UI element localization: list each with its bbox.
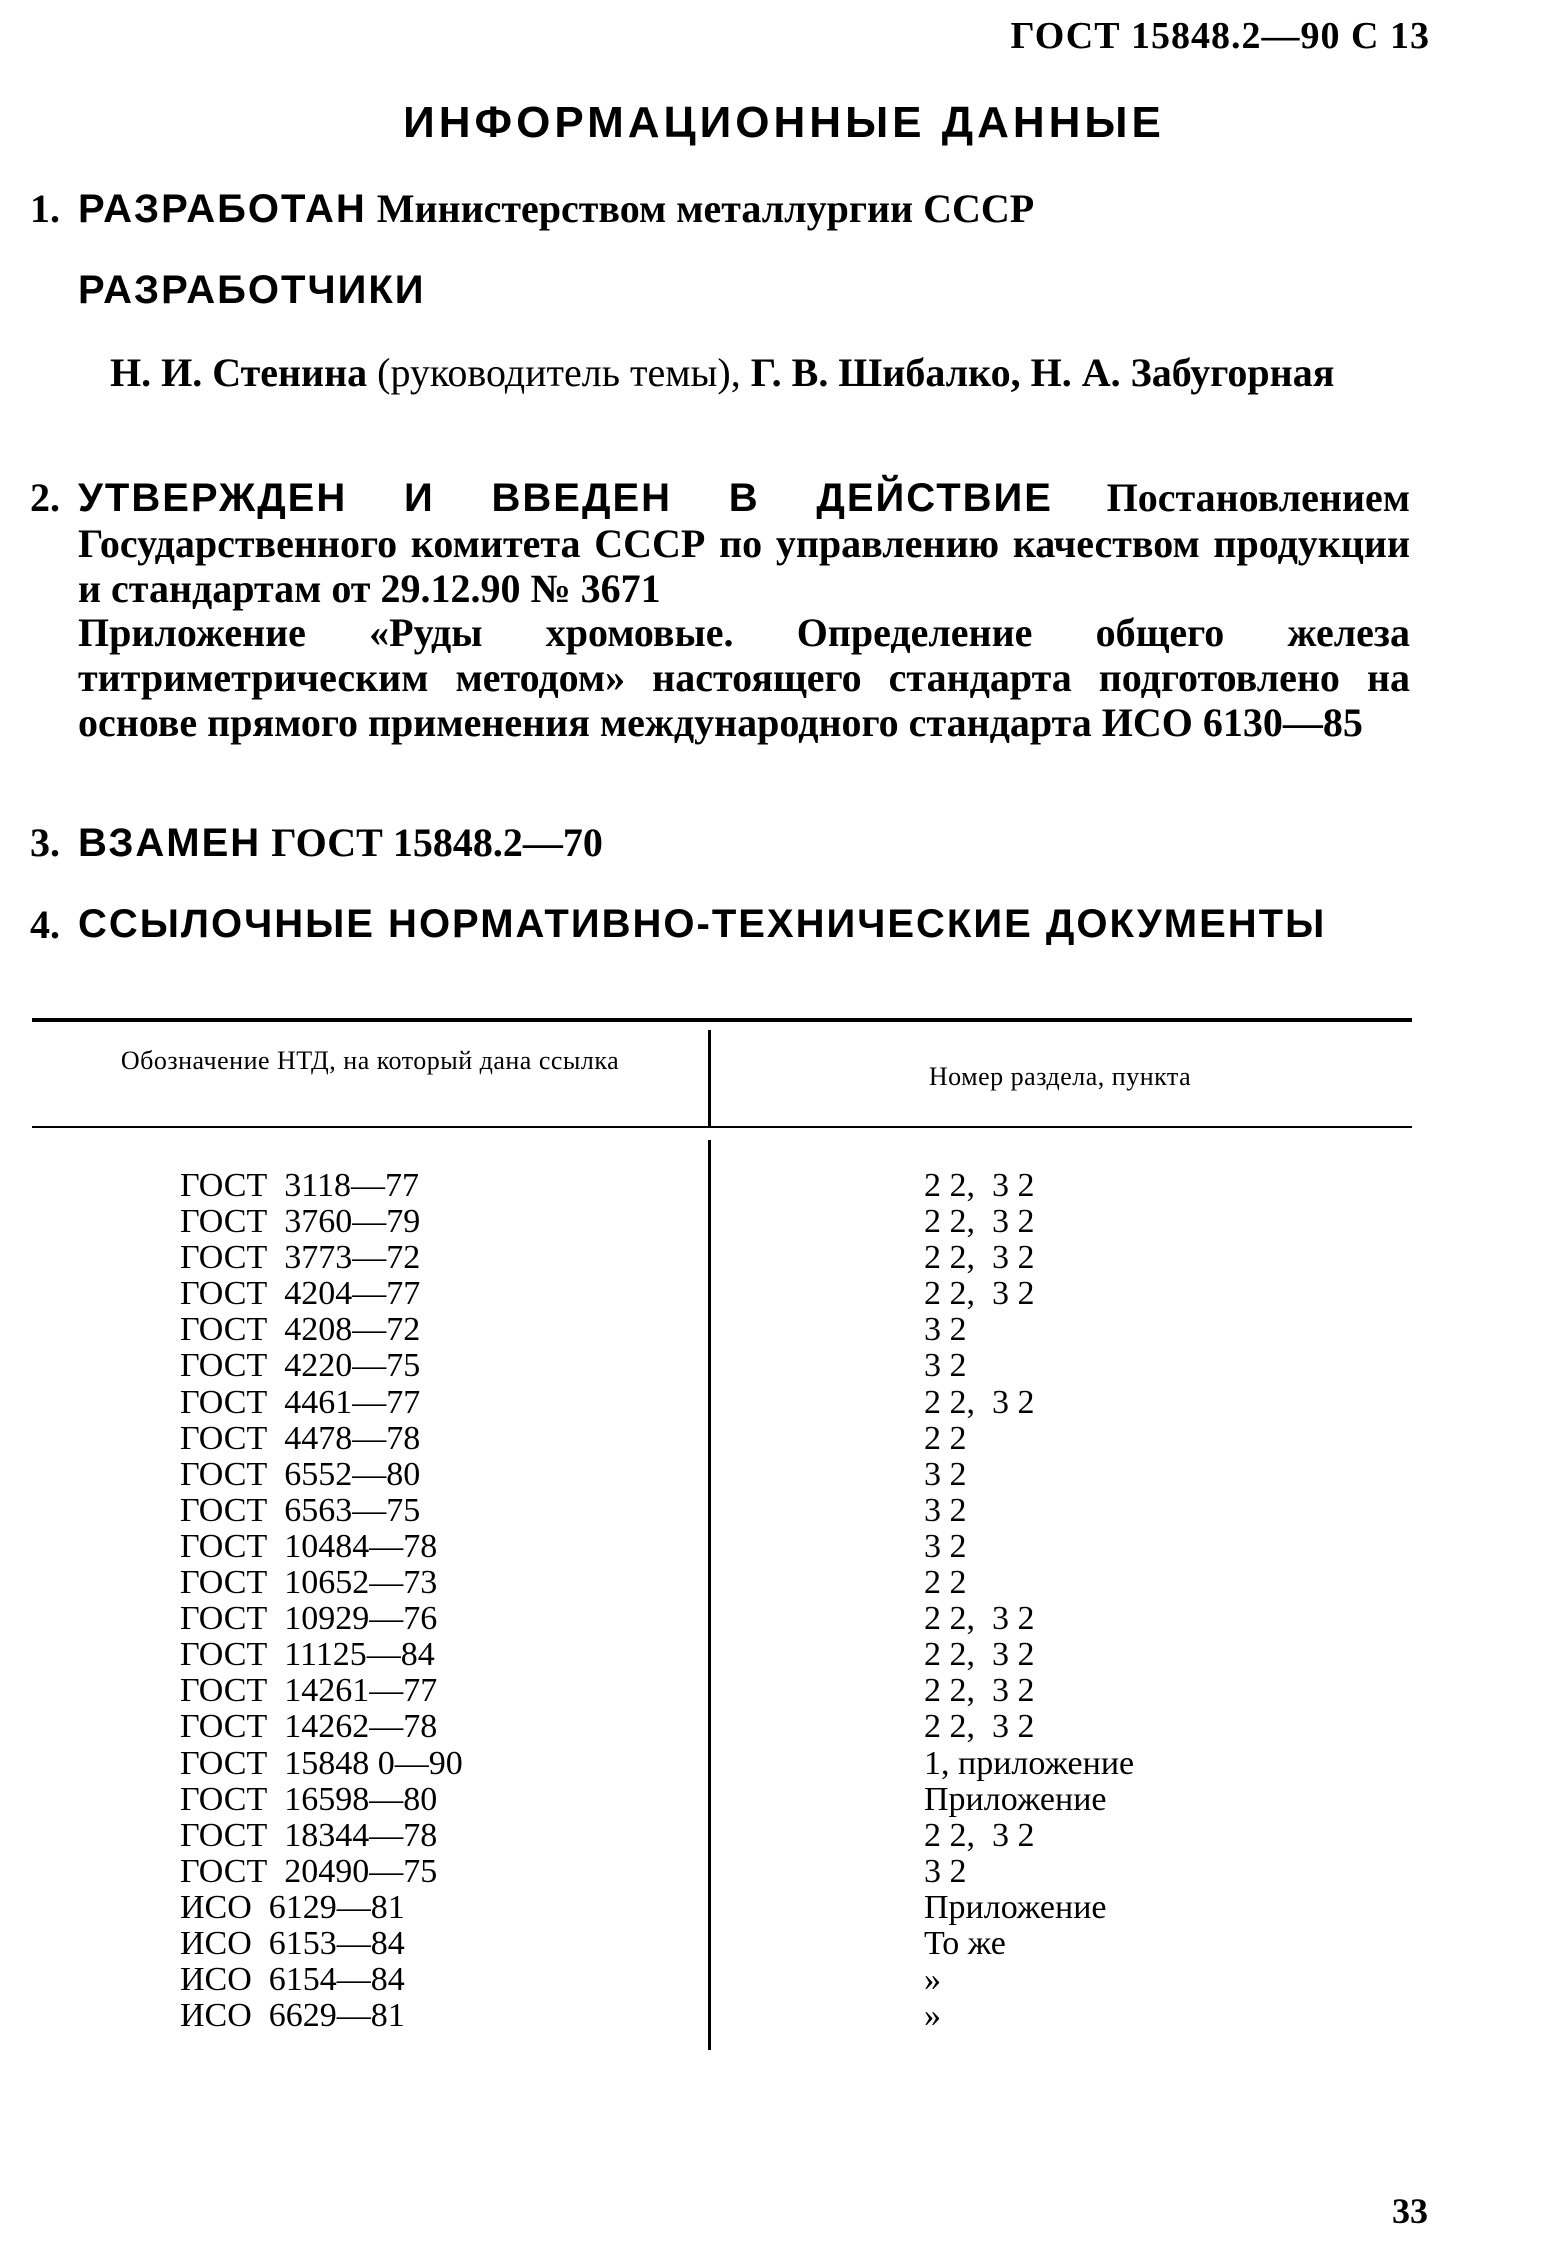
reference-table-body [0,1168,1568,2034]
ntd-designation: ИСО 6154—84 [180,1961,405,1999]
section-2-number: 2. [30,475,60,520]
table-row [0,1168,1568,1204]
section-2-appendix [30,610,1410,745]
table-row [0,1782,1568,1818]
appendix-note: Приложение «Руды хромовые. Определение общего железа титриметрическим методом» настоящего стандарта подготовлено на основе прямого применения международного стандарта ИСО 6130—85 [78,610,1410,745]
ntd-designation: ГОСТ 15848 0—90 [180,1744,463,1782]
developers-heading: РАЗРАБОТЧИКИ [78,268,426,312]
section-reference: » [924,1997,941,2035]
section-reference: 3 2 [924,1527,967,1565]
section-4-number: 4. [30,902,60,947]
ntd-designation: ГОСТ 4478—78 [180,1419,421,1457]
section-reference: 2 2, 3 2 [924,1708,1035,1746]
ntd-designation: ГОСТ 4204—77 [180,1275,421,1313]
ntd-designation: ГОСТ 20490—75 [180,1852,438,1890]
section-reference: 2 2, 3 2 [924,1167,1035,1204]
section-4-lead: ССЫЛОЧНЫЕ НОРМАТИВНО-ТЕХНИЧЕСКИЕ ДОКУМЕНТЫ [78,902,1327,946]
table-header-rule [32,1126,1412,1128]
table-row [0,1529,1568,1565]
section-3 [30,820,1410,866]
section-reference: 2 2, 3 2 [924,1816,1035,1854]
table-top-rule [32,1018,1412,1022]
section-1-lead: РАЗРАБОТАН [78,187,367,231]
section-reference: 3 2 [924,1852,967,1890]
section-1 [30,186,1410,232]
author-1: Н. И. Стенина [110,350,368,395]
ntd-designation: ГОСТ 16598—80 [180,1780,438,1818]
section-2-text: Постановлением Государственного комитета СССР по управлению качеством продукции и стандартам от 29.12.90 № 3671 [78,475,1411,611]
table-row [0,1276,1568,1312]
table-row [0,1348,1568,1384]
table-row [0,1421,1568,1457]
table-row [0,1565,1568,1601]
section-1-developers-heading [30,268,1410,313]
ntd-designation: ГОСТ 3118—77 [180,1167,419,1204]
ntd-designation: ГОСТ 10484—78 [180,1527,438,1565]
section-reference: 2 2, 3 2 [924,1600,1035,1638]
table-row [0,1926,1568,1962]
developers-list [110,350,1410,395]
table-row [0,1962,1568,1998]
section-reference: 3 2 [924,1491,967,1529]
ntd-designation: ГОСТ 6563—75 [180,1491,421,1529]
section-reference: 3 2 [924,1455,967,1493]
ntd-designation: ГОСТ 18344—78 [180,1816,438,1854]
section-reference: 3 2 [924,1347,967,1385]
ntd-designation: ГОСТ 4208—72 [180,1311,421,1349]
section-3-number: 3. [30,820,60,865]
ntd-designation: ГОСТ 14261—77 [180,1672,438,1710]
table-row [0,1709,1568,1745]
section-reference: 2 2, 3 2 [924,1239,1035,1277]
table-row [0,1601,1568,1637]
section-reference: 2 2 [924,1419,967,1457]
table-row [0,1204,1568,1240]
section-reference: » [924,1961,941,1999]
document-code-header: ГОСТ 15848.2—90 С 13 [1010,15,1430,57]
ntd-designation: ГОСТ 10652—73 [180,1564,438,1602]
table-row [0,1493,1568,1529]
section-reference: 2 2, 3 2 [924,1672,1035,1710]
section-reference: 2 2, 3 2 [924,1636,1035,1674]
section-reference: 3 2 [924,1311,967,1349]
section-reference: Приложение [924,1888,1107,1926]
ntd-designation: ГОСТ 4461—77 [180,1383,421,1421]
section-reference: То же [924,1924,1006,1962]
ntd-designation: ИСО 6129—81 [180,1888,405,1926]
ntd-designation: ГОСТ 4220—75 [180,1347,421,1385]
section-1-number: 1. [30,186,60,231]
section-reference: 2 2, 3 2 [924,1383,1035,1421]
ntd-designation: ГОСТ 11125—84 [180,1636,435,1674]
table-row [0,1637,1568,1673]
table-row [0,1457,1568,1493]
page-number: 33 [1392,2191,1428,2231]
authors-2-3: Г. В. Шибалко, Н. А. Забугорная [750,350,1335,395]
column-header-section: Номер раздела, пункта [928,1062,1192,1091]
section-reference: 2 2 [924,1564,967,1602]
section-2 [30,475,1410,611]
ntd-designation: ГОСТ 3773—72 [180,1239,421,1277]
ntd-designation: ГОСТ 3760—79 [180,1203,421,1241]
section-reference: 2 2, 3 2 [924,1203,1035,1241]
section-3-lead: ВЗАМЕН [78,821,262,865]
table-row [0,1890,1568,1926]
section-3-text: ГОСТ 15848.2—70 [261,820,603,865]
table-row [0,1240,1568,1276]
section-4 [30,902,1410,947]
table-row [0,1854,1568,1890]
page-title: ИНФОРМАЦИОННЫЕ ДАННЫЕ [403,98,1165,147]
section-2-lead: УТВЕРЖДЕН И ВВЕДЕН В ДЕЙСТВИЕ [78,476,1053,520]
ntd-designation: ИСО 6153—84 [180,1924,405,1962]
section-reference: 1, приложение [924,1744,1135,1782]
section-reference: 2 2, 3 2 [924,1275,1035,1313]
section-1-text: Министерством металлургии СССР [366,186,1035,231]
table-row [0,1746,1568,1782]
ntd-designation: ИСО 6629—81 [180,1997,405,2035]
table-row [0,1385,1568,1421]
author-1-role: (руководитель темы), [367,350,751,395]
table-row [0,1312,1568,1348]
column-header-document: Обозначение НТД, на который дана ссылка [120,1046,620,1075]
ntd-designation: ГОСТ 10929—76 [180,1600,438,1638]
table-row [0,1673,1568,1709]
table-row [0,1818,1568,1854]
section-reference: Приложение [924,1780,1107,1818]
ntd-designation: ГОСТ 14262—78 [180,1708,438,1746]
header-column-divider [708,1030,711,1126]
table-row [0,1998,1568,2034]
ntd-designation: ГОСТ 6552—80 [180,1455,421,1493]
